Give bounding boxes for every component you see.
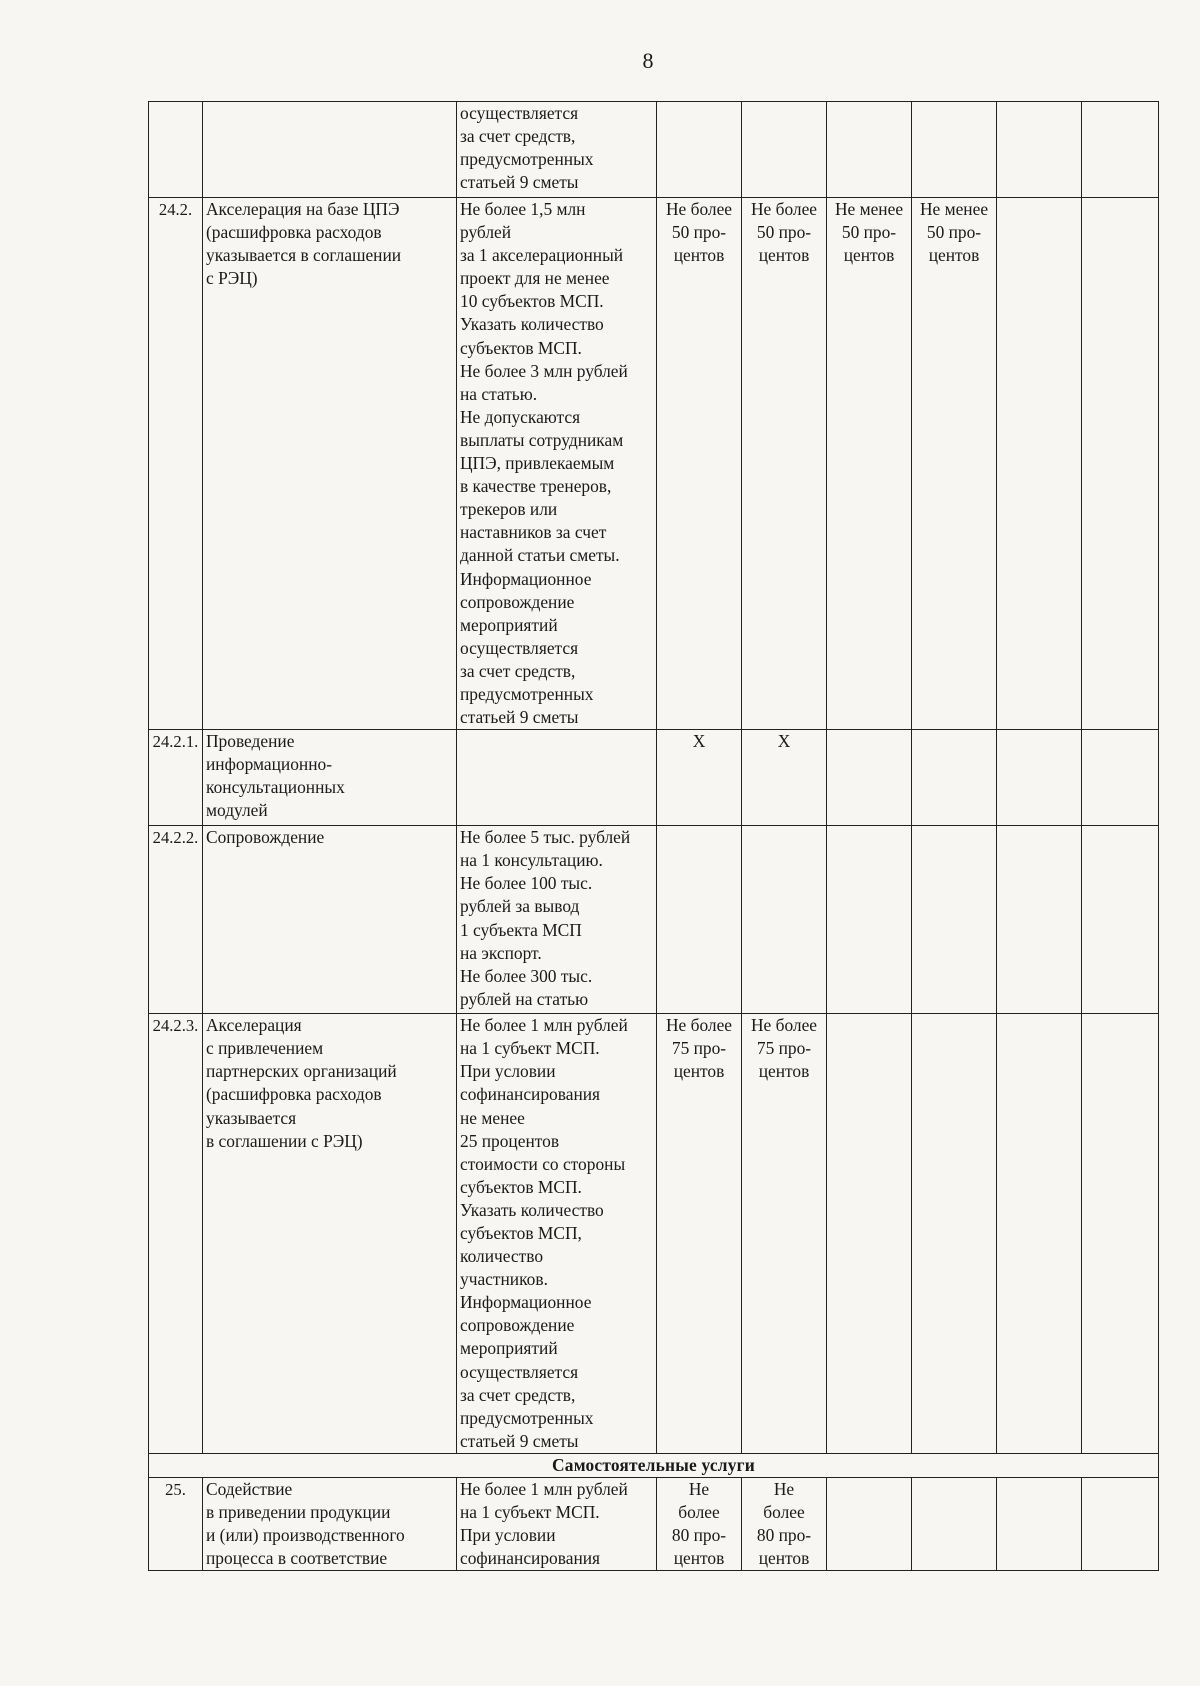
row-value — [827, 730, 912, 826]
row-value: Не более 50 про- центов — [657, 198, 742, 730]
row-value — [827, 1478, 912, 1571]
row-value — [997, 730, 1082, 826]
row-value — [912, 826, 997, 1014]
row-value: Не более 75 про- центов — [742, 1014, 827, 1454]
row-value: Не более 50 про- центов — [742, 198, 827, 730]
row-name — [203, 102, 457, 198]
row-value — [1082, 730, 1159, 826]
table-row — [149, 1014, 1159, 1454]
table-row — [149, 198, 1159, 730]
section-row — [149, 1453, 1159, 1477]
row-value — [742, 102, 827, 198]
row-value: Не менее 50 про- центов — [827, 198, 912, 730]
row-condition: осуществляется за счет средств, предусмотренных статьей 9 сметы — [457, 102, 657, 198]
row-value: Не более 80 про- центов — [742, 1478, 827, 1571]
row-number: 25. — [149, 1478, 203, 1571]
row-value — [1082, 198, 1159, 730]
row-condition: Не более 1 млн рублей на 1 субъект МСП. При условии софинансирования не менее 25 процентов стоимости со стороны субъектов МСП. Указать количество субъектов МСП, количество участников. Информационное сопровождение мероприятий осуществляется за счет средств, предусмотренных статьей 9 сметы — [457, 1014, 657, 1454]
row-number: 24.2.1. — [149, 730, 203, 826]
row-value — [1082, 1478, 1159, 1571]
row-value — [912, 730, 997, 826]
row-condition: Не более 1 млн рублей на 1 субъект МСП. При условии софинансирования — [457, 1478, 657, 1571]
row-name: Акселерация на базе ЦПЭ (расшифровка расходов указывается в соглашении с РЭЦ) — [203, 198, 457, 730]
row-condition: Не более 1,5 млн рублей за 1 акселерационный проект для не менее 10 субъектов МСП. Указать количество субъектов МСП. Не более 3 млн рублей на статью. Не допускаются выплаты сотрудникам ЦПЭ, привлекаемым в качестве тренеров, трекеров или наставников за счет данной статьи сметы. Информационное сопровождение мероприятий осуществляется за счет средств, предусмотренных статьей 9 сметы — [457, 198, 657, 730]
row-name: Сопровождение — [203, 826, 457, 1014]
cost-table — [148, 101, 1159, 1571]
row-name: Проведение информационно- консультационных модулей — [203, 730, 457, 826]
row-value: Х — [657, 730, 742, 826]
row-value — [997, 1478, 1082, 1571]
row-number: 24.2.2. — [149, 826, 203, 1014]
row-value — [997, 1014, 1082, 1454]
row-value — [827, 826, 912, 1014]
row-value — [997, 102, 1082, 198]
table-row — [149, 102, 1159, 198]
row-value — [912, 102, 997, 198]
row-value — [657, 102, 742, 198]
table-row — [149, 730, 1159, 826]
row-value — [912, 1014, 997, 1454]
row-value: Не более 80 про- центов — [657, 1478, 742, 1571]
table-row — [149, 1478, 1159, 1571]
row-value: Не более 75 про- центов — [657, 1014, 742, 1454]
row-number: 24.2.3. — [149, 1014, 203, 1454]
row-value — [912, 1478, 997, 1571]
row-value — [997, 198, 1082, 730]
row-value — [1082, 102, 1159, 198]
row-name: Содействие в приведении продукции и (или) производственного процесса в соответствие — [203, 1478, 457, 1571]
row-value — [742, 826, 827, 1014]
section-title: Самостоятельные услуги — [149, 1453, 1159, 1477]
row-value: Х — [742, 730, 827, 826]
row-value — [997, 826, 1082, 1014]
row-value — [827, 102, 912, 198]
row-value — [827, 1014, 912, 1454]
row-value — [1082, 826, 1159, 1014]
row-number — [149, 102, 203, 198]
row-condition — [457, 730, 657, 826]
page-number: 8 — [642, 48, 654, 73]
row-number: 24.2. — [149, 198, 203, 730]
row-value: Не менее 50 про- центов — [912, 198, 997, 730]
row-condition: Не более 5 тыс. рублей на 1 консультацию. Не более 100 тыс. рублей за вывод 1 субъекта МСП на экспорт. Не более 300 тыс. рублей на статью — [457, 826, 657, 1014]
row-name: Акселерация с привлечением партнерских организаций (расшифровка расходов указывается в соглашении с РЭЦ) — [203, 1014, 457, 1454]
table-row — [149, 826, 1159, 1014]
row-value — [657, 826, 742, 1014]
row-value — [1082, 1014, 1159, 1454]
